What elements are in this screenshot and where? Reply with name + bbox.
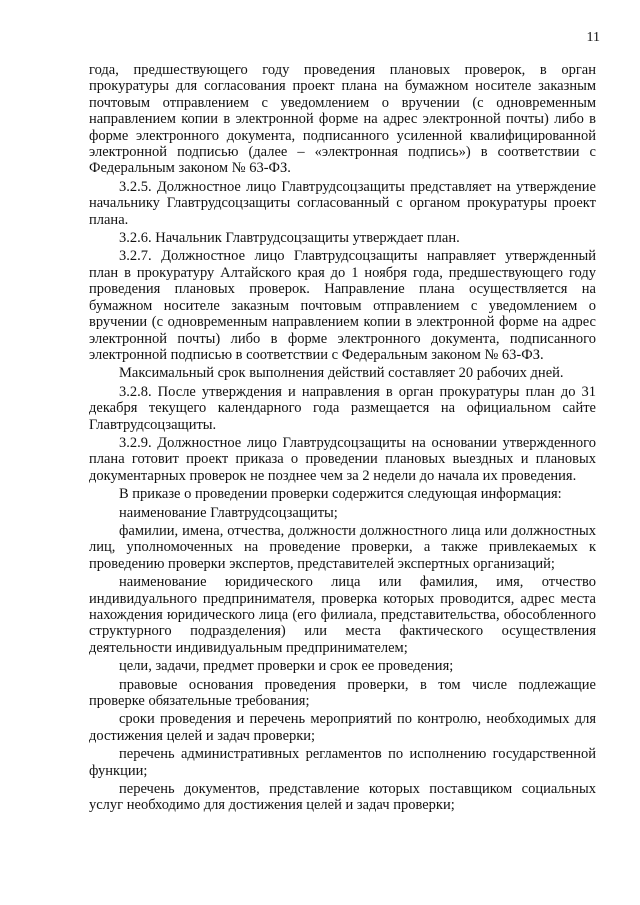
list-item-officials: фамилии, имена, отчества, должности должностного лица или должностных лиц, уполномоченных на проведение проверки, а также привлекаемых к проведению проверки экспертов, представителей экспертных организаций; xyxy=(89,522,596,572)
document-body xyxy=(89,62,596,816)
paragraph-3-2-7: 3.2.7. Должностное лицо Главтрудсоцзащиты направляет утвержденный план в прокуратуру Алтайского края до 1 ноября года, предшествующего году проведения плановых проверок. Направление плана осуществляется на бумажном носителе заказным почтовым отправлением с уведомлением о вручении (с одновременным направлением копии в электронной форме на адрес электронной почты) либо в форме электронного документа, подписанного электронной подписью в соответствии с Федеральным законом № 63-ФЗ. xyxy=(89,248,596,363)
paragraph-continuation: года, предшествующего году проведения плановых проверок, в орган прокуратуры для согласования проект плана на бумажном носителе заказным почтовым отправлением с уведомлением о вручении (с одновременным направлением копии в электронной форме на адрес электронной почты) либо в форме электронного документа, подписанного усиленной квалифицированной электронной подписью (далее – «электронная подпись») в соответствии с Федеральным законом № 63-ФЗ. xyxy=(89,62,596,177)
paragraph-order-contents-intro: В приказе о проведении проверки содержится следующая информация: xyxy=(119,486,562,503)
page-number: 11 xyxy=(586,30,600,45)
list-item-inspected-entity: наименование юридического лица или фамилия, имя, отчество индивидуального предпринимателя, проверка которых проводится, адрес места нахождения юридического лица (его филиала, представительства, обособленного структурного подразделения) или места фактического осуществления деятельности индивидуальным предпринимателем; xyxy=(89,574,596,656)
list-item-timeline-measures: сроки проведения и перечень мероприятий по контролю, необходимых для достижения целей и задач проверки; xyxy=(89,711,596,744)
paragraph-3-2-6: 3.2.6. Начальник Главтрудсоцзащиты утверждает план. xyxy=(119,230,460,247)
paragraph-3-2-8: 3.2.8. После утверждения и направления в орган прокуратуры план до 31 декабря текущего календарного года размещается на официальном сайте Главтрудсоцзащиты. xyxy=(89,383,596,433)
paragraph-3-2-5: 3.2.5. Должностное лицо Главтрудсоцзащиты представляет на утверждение начальнику Главтрудсоцзащиты согласованный с органом прокуратуры проект плана. xyxy=(89,178,596,228)
paragraph-3-2-9: 3.2.9. Должностное лицо Главтрудсоцзащиты на основании утвержденного плана готовит проект приказа о проведении плановых выездных и плановых документарных проверок не позднее чем за 2 недели до начала их проведения. xyxy=(89,434,596,484)
list-item-goals: цели, задачи, предмет проверки и срок ее проведения; xyxy=(119,658,454,675)
list-item-legal-grounds: правовые основания проведения проверки, в том числе подлежащие проверке обязательные требования; xyxy=(89,676,596,710)
paragraph-max-term: Максимальный срок выполнения действий составляет 20 рабочих дней. xyxy=(119,365,564,382)
list-item-regulations: перечень административных регламентов по исполнению государственной функции; xyxy=(89,746,596,779)
list-item-agency-name: наименование Главтрудсоцзащиты; xyxy=(119,504,338,521)
list-item-documents: перечень документов, представление которых поставщиком социальных услуг необходимо для достижения целей и задач проверки; xyxy=(89,781,596,814)
